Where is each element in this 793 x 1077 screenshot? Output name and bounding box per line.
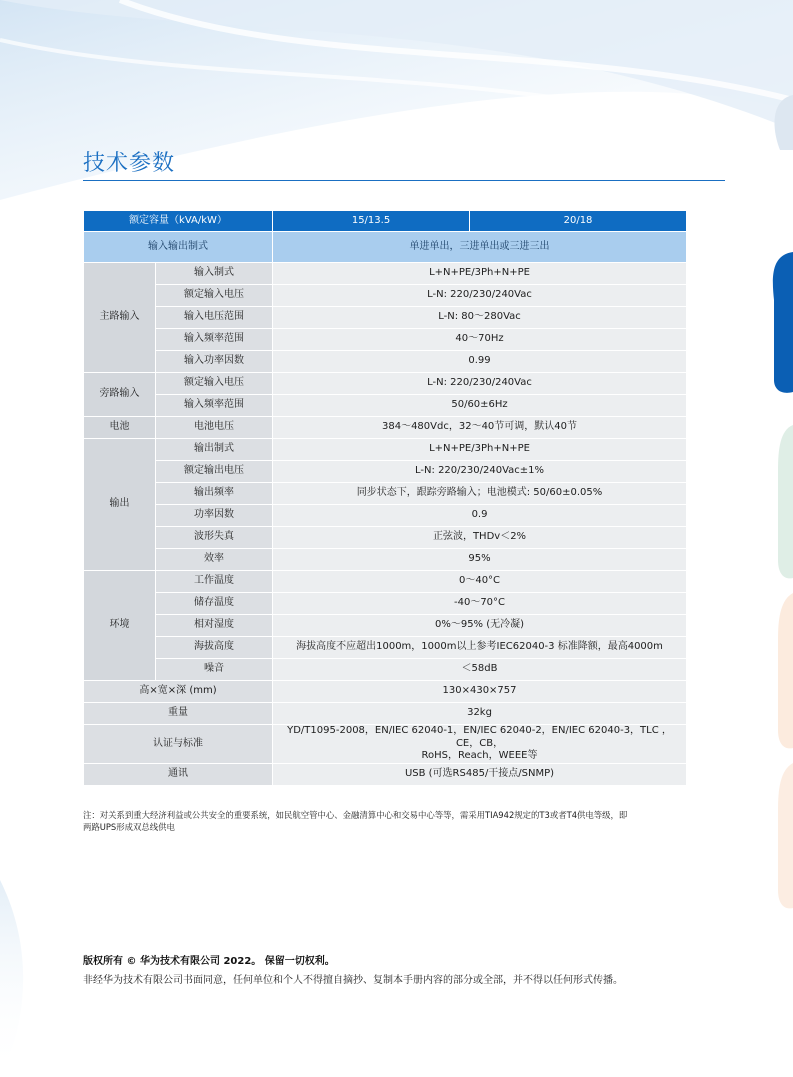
table-row <box>84 263 687 285</box>
param-cell: 海拔高度 <box>156 637 273 659</box>
value-cell: ＜58dB <box>273 659 687 681</box>
table-row <box>84 351 687 373</box>
footnote <box>83 809 693 833</box>
value-cell: 50/60±6Hz <box>273 395 687 417</box>
param-cell: 输入电压范围 <box>156 307 273 329</box>
io-system-value: 单进单出，三进单出或三进三出 <box>273 232 687 263</box>
table-row <box>84 681 687 703</box>
page-title: 技术参数 <box>83 151 176 176</box>
table-row <box>84 373 687 395</box>
title-divider <box>83 180 725 181</box>
table-row <box>84 285 687 307</box>
param-cell: 输出频率 <box>156 483 273 505</box>
param-cell: 额定输入电压 <box>156 373 273 395</box>
value-cell: L-N: 220/230/240Vac±1% <box>273 461 687 483</box>
param-cell: 电池电压 <box>156 417 273 439</box>
table-row <box>84 593 687 615</box>
table-header-row <box>84 211 687 232</box>
value-cell: 0.99 <box>273 351 687 373</box>
dimensions-value: 130×430×757 <box>273 681 687 703</box>
value-cell: 0.9 <box>273 505 687 527</box>
certification-line-2: RoHS，Reach，WEEE等 <box>421 750 538 761</box>
param-cell: 额定输入电压 <box>156 285 273 307</box>
copyright-statement: 非经华为技术有限公司书面同意，任何单位和个人不得擅自摘抄、复制本手册内容的部分或全部，并不得以任何形式传播。 <box>83 975 623 986</box>
param-cell: 输入频率范围 <box>156 329 273 351</box>
table-row <box>84 571 687 593</box>
model-a-header: 15/13.5 <box>273 211 470 232</box>
table-row <box>84 703 687 725</box>
table-row <box>84 763 687 785</box>
value-cell: 正弦波，THDv＜2% <box>273 527 687 549</box>
certification-value <box>273 725 687 764</box>
bypass-input-group: 旁路输入 <box>84 373 156 417</box>
battery-group: 电池 <box>84 417 156 439</box>
io-system-label: 输入输出制式 <box>84 232 273 263</box>
value-cell: -40～70°C <box>273 593 687 615</box>
value-cell: L-N: 220/230/240Vac <box>273 373 687 395</box>
table-row <box>84 637 687 659</box>
model-b-header: 20/18 <box>470 211 687 232</box>
table-row <box>84 549 687 571</box>
param-cell: 噪音 <box>156 659 273 681</box>
value-cell: L-N: 80～280Vac <box>273 307 687 329</box>
table-row <box>84 417 687 439</box>
table-row <box>84 439 687 461</box>
table-row <box>84 329 687 351</box>
certification-line-1: YD/T1095-2008，EN/IEC 62040-1，EN/IEC 62040-2，EN/IEC 62040-3，TLC ，CE，CB， <box>287 725 672 749</box>
environment-group: 环境 <box>84 571 156 681</box>
spec-table <box>83 210 687 786</box>
value-cell: L+N+PE/3Ph+N+PE <box>273 263 687 285</box>
param-cell: 输入制式 <box>156 263 273 285</box>
param-cell: 功率因数 <box>156 505 273 527</box>
param-cell: 波形失真 <box>156 527 273 549</box>
value-cell: 海拔高度不应超出1000m，1000m以上参考IEC62040-3 标准降额，最高4000m <box>273 637 687 659</box>
footnote-line-1: 注：对关系到重大经济利益或公共安全的重要系统，如民航空管中心、金融清算中心和交易中心等等，需采用TIA942规定的T3或者T4供电等级，即 <box>83 810 628 820</box>
io-system-row <box>84 232 687 263</box>
param-cell: 效率 <box>156 549 273 571</box>
main-input-group: 主路输入 <box>84 263 156 373</box>
weight-value: 32kg <box>273 703 687 725</box>
table-row <box>84 615 687 637</box>
param-cell: 相对湿度 <box>156 615 273 637</box>
param-cell: 输入功率因数 <box>156 351 273 373</box>
value-cell: 0%～95% (无冷凝) <box>273 615 687 637</box>
table-row <box>84 527 687 549</box>
table-row <box>84 505 687 527</box>
copyright-notice: 版权所有 © 华为技术有限公司 2022。 保留一切权利。 <box>83 956 335 967</box>
value-cell: 40～70Hz <box>273 329 687 351</box>
certification-label: 认证与标准 <box>84 725 273 764</box>
table-row <box>84 483 687 505</box>
output-group: 输出 <box>84 439 156 571</box>
table-row <box>84 659 687 681</box>
communication-value: USB (可选RS485/干接点/SNMP) <box>273 763 687 785</box>
value-cell: L-N: 220/230/240Vac <box>273 285 687 307</box>
footnote-line-2: 两路UPS形成双总线供电 <box>83 822 175 832</box>
table-row <box>84 307 687 329</box>
param-cell: 储存温度 <box>156 593 273 615</box>
table-row <box>84 395 687 417</box>
value-cell: 同步状态下，跟踪旁路输入；电池模式: 50/60±0.05% <box>273 483 687 505</box>
table-row <box>84 461 687 483</box>
value-cell: 95% <box>273 549 687 571</box>
param-cell: 输入频率范围 <box>156 395 273 417</box>
value-cell: L+N+PE/3Ph+N+PE <box>273 439 687 461</box>
value-cell: 384～480Vdc，32～40节可调，默认40节 <box>273 417 687 439</box>
dimensions-label: 高×宽×深 (mm) <box>84 681 273 703</box>
param-cell: 额定输出电压 <box>156 461 273 483</box>
table-row <box>84 725 687 764</box>
param-cell: 工作温度 <box>156 571 273 593</box>
rated-capacity-label: 额定容量（kVA/kW） <box>84 211 273 232</box>
param-cell: 输出制式 <box>156 439 273 461</box>
communication-label: 通讯 <box>84 763 273 785</box>
weight-label: 重量 <box>84 703 273 725</box>
value-cell: 0～40°C <box>273 571 687 593</box>
